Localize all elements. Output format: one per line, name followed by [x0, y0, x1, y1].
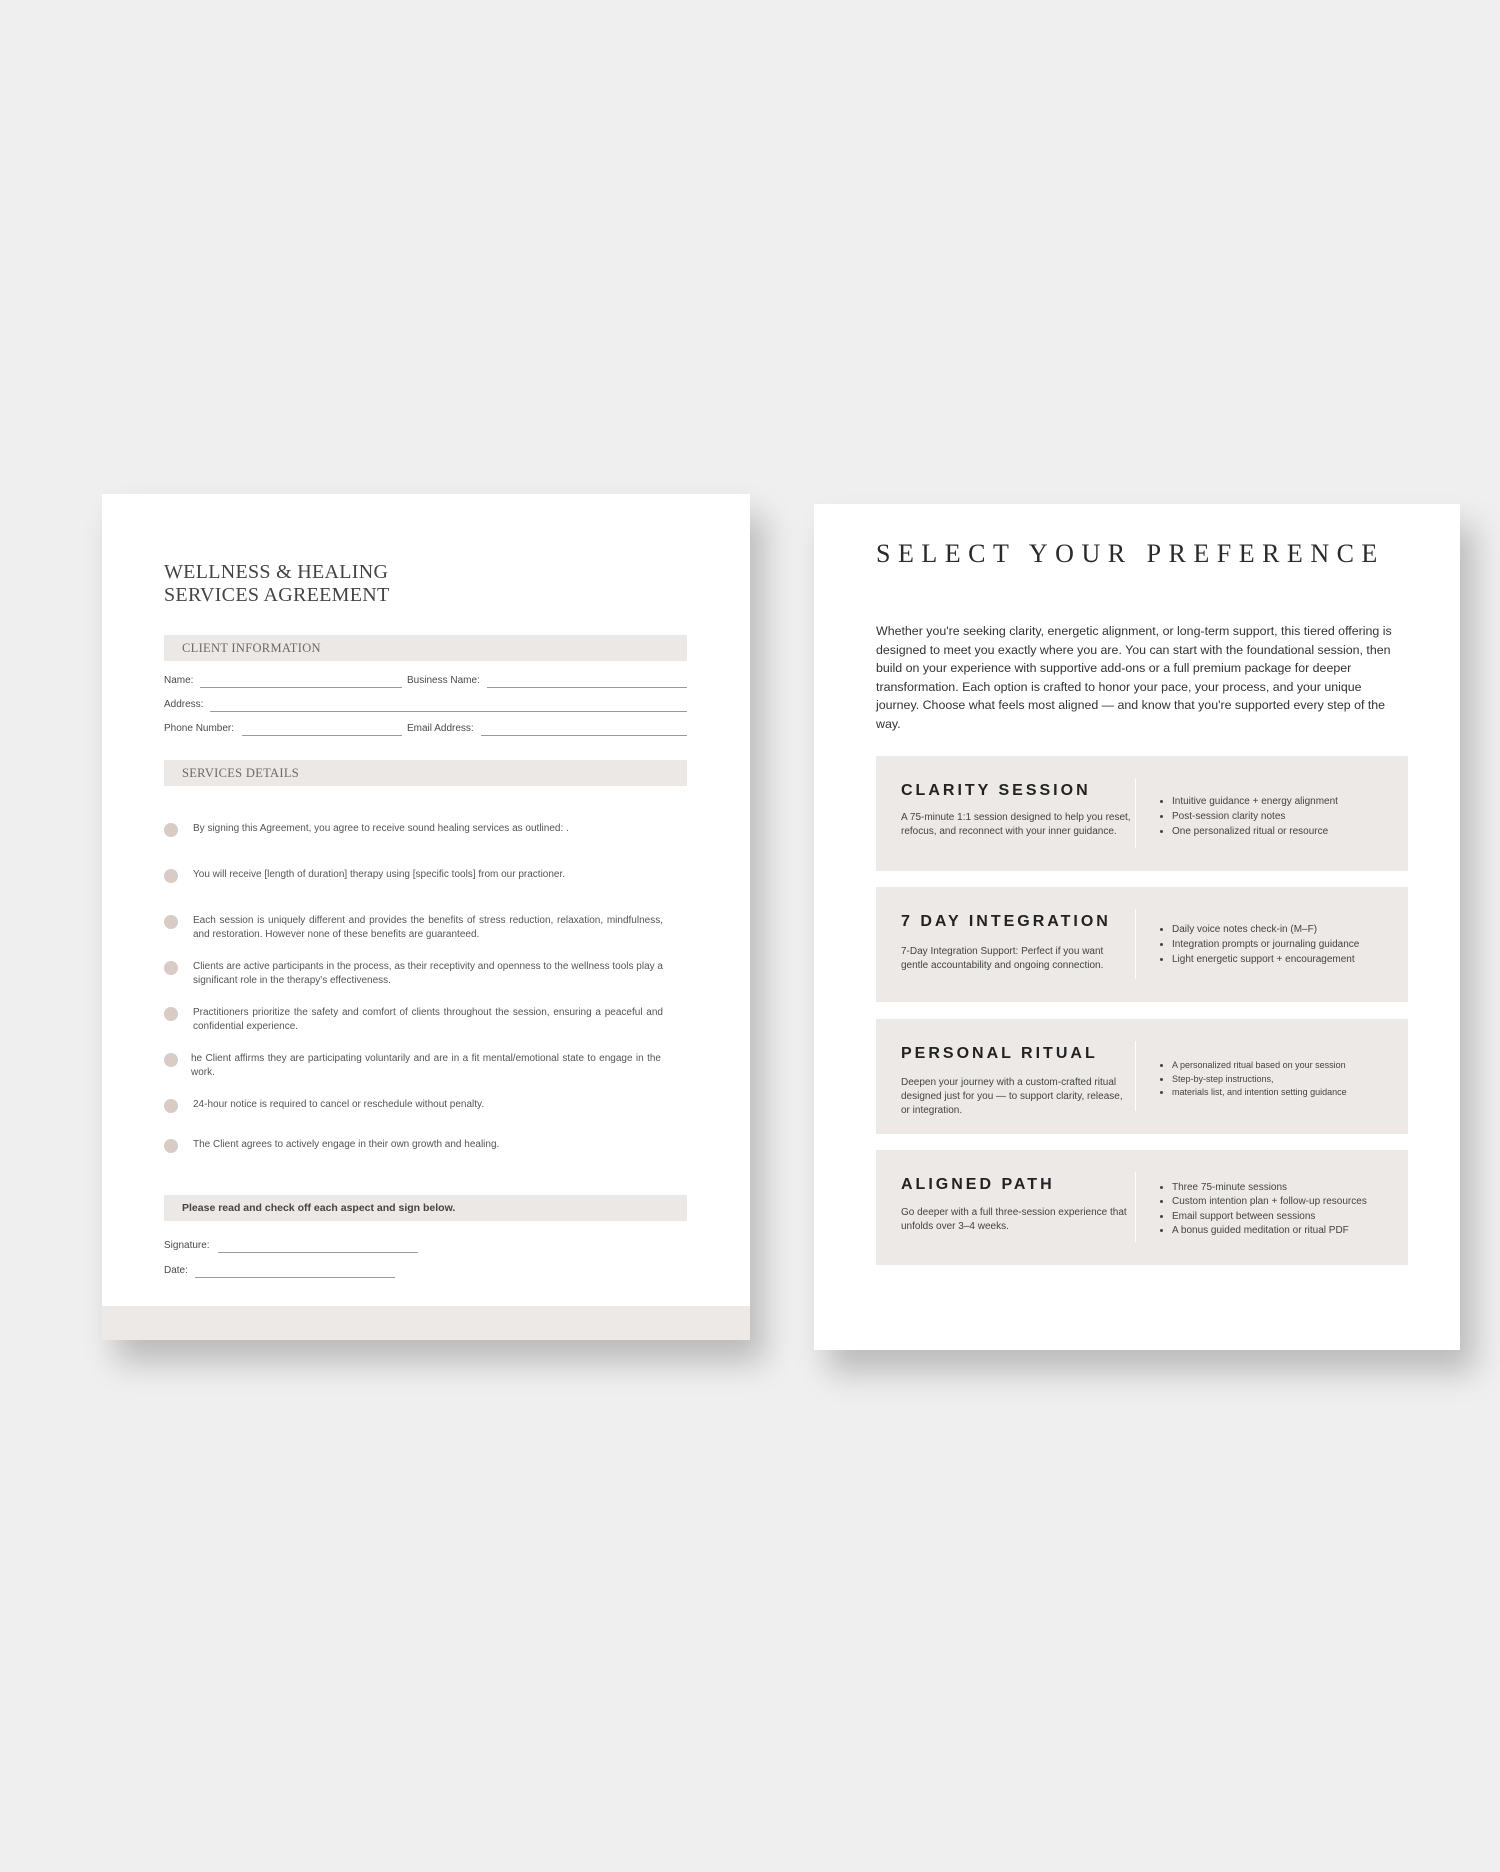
checkbox-circle[interactable]: [164, 915, 178, 929]
agreement-page: [102, 494, 750, 1340]
client-information-heading: CLIENT INFORMATION: [182, 641, 321, 655]
option-bullet: • Three 75-minute sessions: [1172, 1181, 1412, 1195]
option-card-clarity-session[interactable]: [876, 756, 1408, 871]
option-title: 7 DAY INTEGRATION: [901, 913, 1111, 930]
business-name-field[interactable]: [487, 687, 687, 688]
agreement-title-line1: WELLNESS & HEALING: [164, 561, 389, 583]
agreement-item-text: Each session is uniquely different and provides the benefits of stress reduction, relaxation, mindfulness, and restoration. However none of these benefits are guaranteed.: [193, 915, 663, 940]
instruction-text: Please read and check off each aspect and sign below.: [182, 1202, 456, 1214]
checkbox-circle[interactable]: [164, 1139, 178, 1153]
option-card-7-day-integration[interactable]: [876, 887, 1408, 1002]
option-bullet: • Custom intention plan + follow-up resources: [1172, 1195, 1412, 1209]
preference-intro: Whether you're seeking clarity, energetic alignment, or long-term support, this tiered offering is designed to meet you exactly where you are. You can start with the foundational session, then build on your experience with supportive add-ons or a full premium package for deeper transformation. Each option is crafted to honor your pace, your process, and your unique journey. Choose what feels most aligned — and know that you're supported every step of the way.: [876, 624, 1392, 731]
option-bullet: • Intuitive guidance + energy alignment: [1172, 794, 1412, 809]
option-bullet: • Daily voice notes check-in (M–F): [1172, 922, 1412, 937]
checkbox-circle[interactable]: [164, 1007, 178, 1021]
option-bullet: • materials list, and intention setting guidance: [1172, 1086, 1412, 1100]
option-card-personal-ritual[interactable]: [876, 1019, 1408, 1134]
option-title: ALIGNED PATH: [901, 1176, 1055, 1193]
date-field[interactable]: [195, 1277, 395, 1278]
option-bullet: • Post-session clarity notes: [1172, 809, 1412, 824]
business-name-label: Business Name:: [407, 675, 480, 686]
name-label: Name:: [164, 675, 194, 686]
option-divider: [1135, 1172, 1136, 1242]
signature-field[interactable]: [218, 1252, 418, 1253]
phone-number-label: Phone Number:: [164, 723, 235, 734]
agreement-title: [164, 561, 389, 607]
checkbox-circle[interactable]: [164, 961, 178, 975]
option-bullet: • One personalized ritual or resource: [1172, 824, 1412, 839]
address-label: Address:: [164, 699, 204, 710]
agreement-item-text: he Client affirms they are participating voluntarily and are in a fit mental/emotional state to engage in the work.: [191, 1053, 661, 1078]
date-label: Date:: [164, 1265, 188, 1276]
option-bullet: • Email support between sessions: [1172, 1210, 1412, 1224]
option-description: Go deeper with a full three-session experience that unfolds over 3–4 weeks.: [901, 1207, 1127, 1233]
agreement-item-text: Clients are active participants in the process, as their receptivity and openness to the wellness tools play a significant role in the therapy's effectiveness.: [193, 961, 663, 986]
signature-label: Signature:: [164, 1240, 210, 1251]
preference-page: [814, 504, 1460, 1350]
option-description: Deepen your journey with a custom-crafted ritual designed just for you — to support clarity, release, or integration.: [901, 1077, 1123, 1117]
name-field[interactable]: [200, 687, 402, 688]
address-field[interactable]: [210, 711, 687, 712]
email-address-label: Email Address:: [407, 723, 474, 734]
option-divider: [1135, 1041, 1136, 1111]
preference-title: SELECT YOUR PREFERENCE: [876, 539, 1385, 568]
option-divider: [1135, 778, 1136, 848]
option-bullet: • A bonus guided meditation or ritual PDF: [1172, 1224, 1412, 1238]
option-bullets: [1160, 922, 1412, 967]
option-title: PERSONAL RITUAL: [901, 1045, 1098, 1062]
agreement-item-text: You will receive [length of duration] therapy using [specific tools] from our practioner.: [193, 869, 566, 880]
option-bullet: • Integration prompts or journaling guidance: [1172, 937, 1412, 952]
option-bullet: • Step-by-step instructions,: [1172, 1073, 1412, 1087]
page-footer-band: [102, 1306, 750, 1340]
option-title: CLARITY SESSION: [901, 782, 1091, 799]
agreement-item-text: The Client agrees to actively engage in their own growth and healing.: [193, 1139, 500, 1150]
phone-number-field[interactable]: [242, 735, 402, 736]
agreement-item-text: 24-hour notice is required to cancel or reschedule without penalty.: [193, 1099, 485, 1110]
services-details-heading: SERVICES DETAILS: [182, 766, 300, 780]
email-address-field[interactable]: [481, 735, 687, 736]
checkbox-circle[interactable]: [164, 1053, 178, 1067]
agreement-title-line2: SERVICES AGREEMENT: [164, 584, 390, 606]
instruction-band: [164, 1195, 687, 1221]
client-information-band: [164, 635, 687, 661]
option-divider: [1135, 909, 1136, 979]
option-description: 7-Day Integration Support: Perfect if you want gentle accountability and ongoing connection.: [901, 946, 1104, 972]
checkbox-circle[interactable]: [164, 823, 178, 837]
checkbox-circle[interactable]: [164, 1099, 178, 1113]
option-card-aligned-path[interactable]: [876, 1150, 1408, 1265]
option-description: A 75-minute 1:1 session designed to help you reset, refocus, and reconnect with your inner guidance.: [901, 812, 1131, 838]
checkbox-circle[interactable]: [164, 869, 178, 883]
option-bullet: • A personalized ritual based on your session: [1172, 1059, 1412, 1073]
option-bullet: • Light energetic support + encouragement: [1172, 952, 1412, 967]
agreement-item-text: Practitioners prioritize the safety and comfort of clients throughout the session, ensuring a peaceful and confidential experience.: [193, 1007, 663, 1032]
agreement-item-text: By signing this Agreement, you agree to receive sound healing services as outlined: .: [193, 823, 569, 834]
option-bullets: [1160, 1181, 1412, 1238]
option-bullets: [1160, 1059, 1412, 1100]
option-bullets: [1160, 794, 1412, 839]
services-details-band: [164, 760, 687, 786]
